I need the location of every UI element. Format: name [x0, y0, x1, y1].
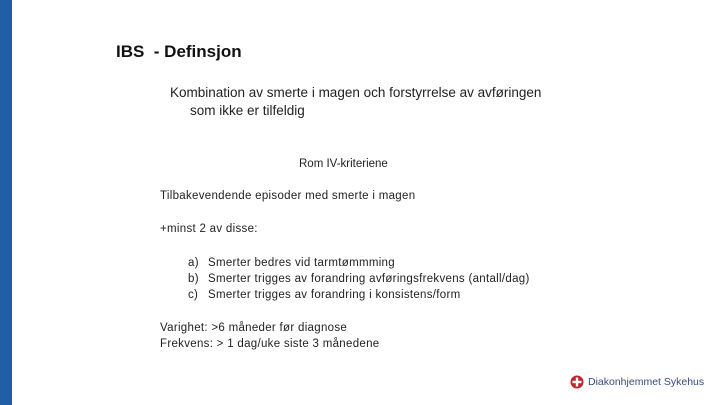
hospital-logo [570, 375, 704, 389]
episodes-text: Tilbakevendende episoder med smerte i magen [160, 190, 416, 202]
list-item-text: Smerter trigges av forandring avføringsfrekvens (antall/dag) [208, 273, 530, 285]
slide-title: IBS - Definsjon [116, 42, 242, 61]
criteria-list [188, 255, 530, 303]
list-marker: b) [188, 273, 199, 285]
list-item [188, 271, 530, 287]
frequency-text: Frekvens: > 1 dag/uke siste 3 månedene [160, 338, 380, 350]
logo-text: Diakonhjemmet Sykehus [588, 376, 705, 388]
list-marker: a) [188, 257, 199, 269]
list-item-text: Smerter bedres vid tarmtømmming [208, 257, 395, 269]
list-item [188, 287, 530, 303]
cross-logo-icon [570, 375, 584, 389]
list-marker: c) [188, 289, 199, 301]
list-item [188, 255, 530, 271]
duration-block [160, 320, 379, 352]
subtitle-line-2: som ikke er tilfeldig [190, 103, 305, 118]
criteria-heading: Rom IV-kriteriene [299, 158, 388, 170]
duration-text: Varighet: >6 måneder før diagnose [160, 322, 348, 334]
subtitle-line-1: Kombination av smerte i magen och forstyrrelse av avføringen [170, 85, 542, 100]
list-item-text: Smerter trigges av forandring i konsistens/form [208, 289, 461, 301]
left-accent-bar [0, 0, 12, 405]
minimum-text: +minst 2 av disse: [160, 223, 258, 235]
slide-subtitle [170, 84, 590, 120]
